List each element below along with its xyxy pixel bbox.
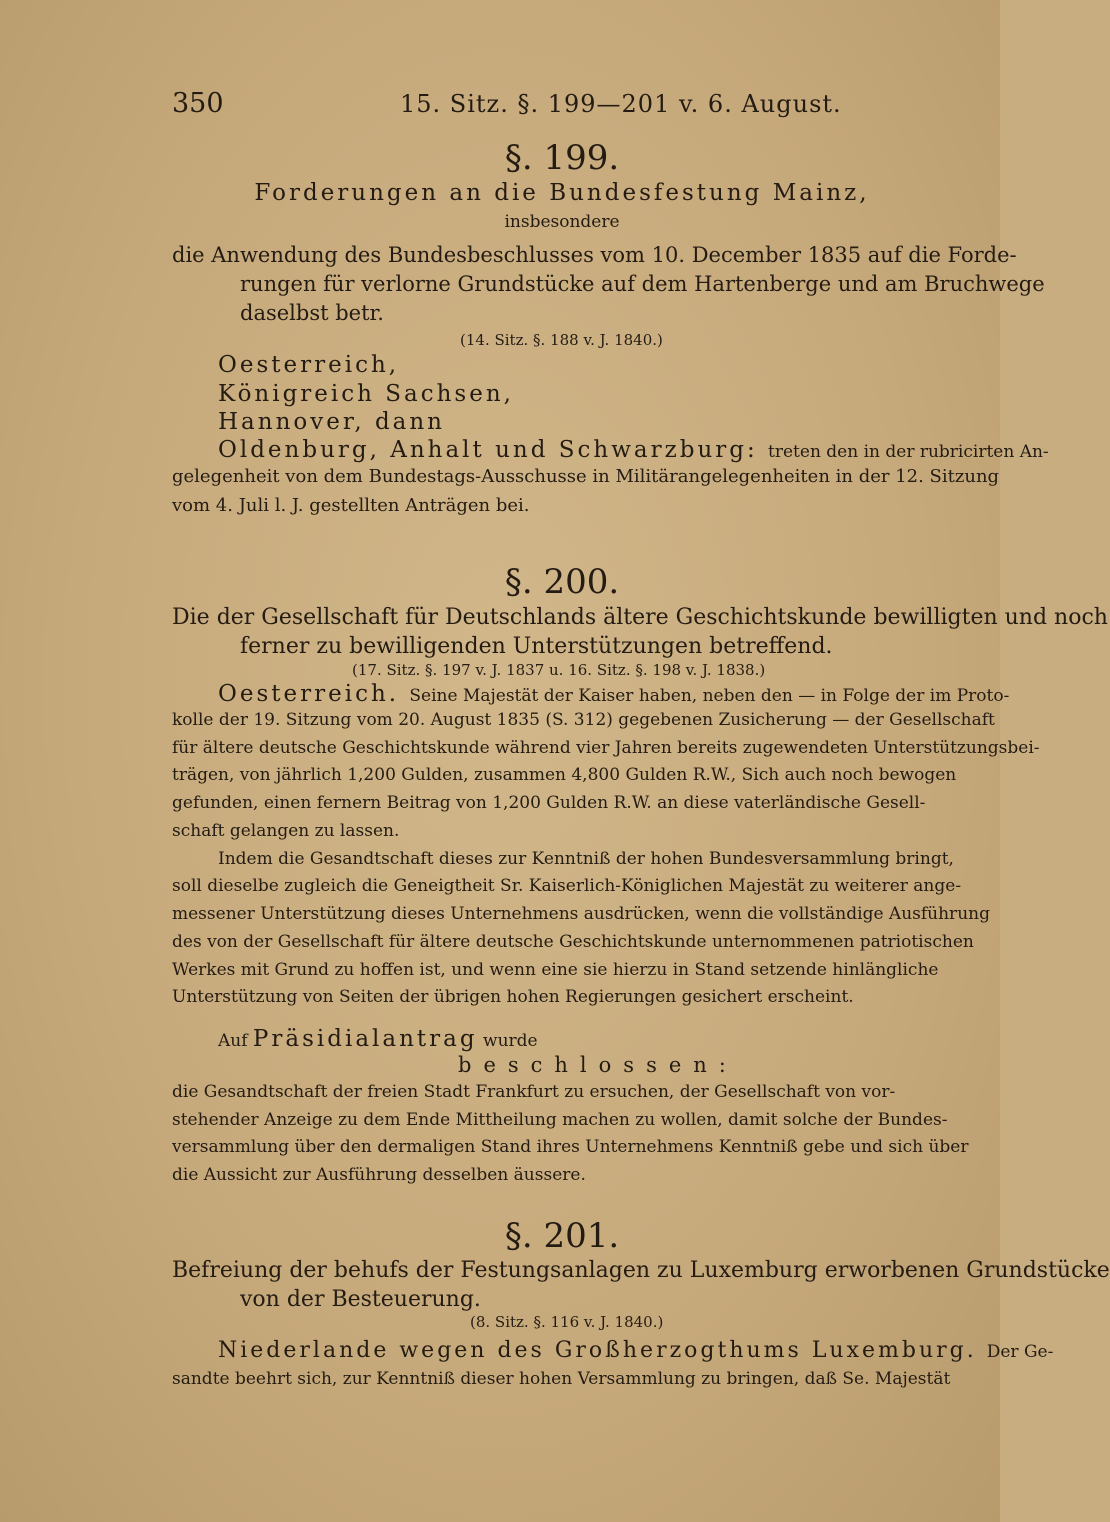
section-201-title-1: Befreiung der behufs der Festungsanlagen zu Luxemburg erworbenen Grundstücke <box>172 1258 1110 1283</box>
section-199-title-5: daselbst betr. <box>240 301 384 325</box>
section-200-resolution-4: die Aussicht zur Ausführung desselben äussere. <box>172 1165 586 1185</box>
section-199-body-1: Oldenburg, Anhalt und Schwarzburg: treten den in der rubricirten An- <box>218 437 1049 463</box>
section-200-body-9: messener Unterstützung dieses Unternehmens ausdrücken, wenn die vollständige Ausführung <box>172 904 990 924</box>
section-199-title-4: rungen für verlorne Grundstücke auf dem Hartenberge und am Bruchwege <box>240 272 1045 296</box>
section-199-title-1: Forderungen an die Bundesfestung Mainz, <box>254 180 870 206</box>
section-200-body-3: für ältere deutsche Geschichtskunde während vier Jahren bereits zugewendeten Unterstützungsbei- <box>172 738 1040 758</box>
page-number: 350 <box>172 88 224 119</box>
section-200-body-8: soll dieselbe zugleich die Geneigtheit Sr. Kaiserlich-Königlichen Majestät zu weiterer ange- <box>172 876 962 896</box>
section-200-body-4: trägen, von jährlich 1,200 Gulden, zusammen 4,800 Gulden R.W., Sich auch noch bewogen <box>172 765 957 785</box>
section-201-body-1: Niederlande wegen des Großherzogthums Luxemburg. Der Ge- <box>218 1338 1054 1363</box>
section-199-state-3: Hannover, dann <box>218 409 445 435</box>
section-200-body-6: schaft gelangen zu lassen. <box>172 821 400 841</box>
section-200-body-11: Werkes mit Grund zu hoffen ist, und wenn eine sie hierzu in Stand setzende hinlängliche <box>172 960 939 980</box>
section-200-title-1: Die der Gesellschaft für Deutschlands ältere Geschichtskunde bewilligten und noch <box>172 605 1108 630</box>
section-200-resolved: beschlossen: <box>458 1053 738 1077</box>
section-200-body-5: gefunden, einen fernern Beitrag von 1,200 Gulden R.W. an diese vaterländische Gesell- <box>172 793 926 813</box>
section-200-body-2: kolle der 19. Sitzung vom 20. August 1835 (S. 312) gegebenen Zusicherung — der Gesellschaft <box>172 710 995 730</box>
section-200-reference: (17. Sitz. §. 197 v. J. 1837 u. 16. Sitz. §. 198 v. J. 1838.) <box>352 661 766 679</box>
page-header <box>172 88 952 128</box>
section-199-title-3: die Anwendung des Bundesbeschlusses vom 10. December 1835 auf die Forde- <box>172 243 1017 267</box>
section-201-title-2: von der Besteuerung. <box>240 1287 481 1312</box>
section-200-body-7: Indem die Gesandtschaft dieses zur Kenntniß der hohen Bundesversammlung bringt, <box>218 849 954 869</box>
section-200-body-1: Oesterreich. Seine Majestät der Kaiser haben, neben den — in Folge der im Proto- <box>218 681 1010 707</box>
section-200-resolution-1: die Gesandtschaft der freien Stadt Frankfurt zu ersuchen, der Gesellschaft von vor- <box>172 1082 896 1102</box>
section-201-heading: §. 201. <box>504 1216 620 1256</box>
section-200-resolution-3: versammlung über den dermaligen Stand ihres Unternehmens Kenntniß gebe und sich über <box>172 1137 969 1157</box>
running-head: 15. Sitz. §. 199—201 v. 6. August. <box>400 90 842 118</box>
section-199-state-2: Königreich Sachsen, <box>218 381 514 407</box>
section-200-title-2: ferner zu bewilligenden Unterstützungen betreffend. <box>240 634 833 659</box>
section-201-body-2: sandte beehrt sich, zur Kenntniß dieser hohen Versammlung zu bringen, daß Se. Majestät <box>172 1369 951 1389</box>
section-200-motion: Auf Präsidialantrag wurde <box>218 1026 538 1052</box>
section-199-body-3: vom 4. Juli l. J. gestellten Anträgen bei. <box>172 495 530 516</box>
section-199-body-2: gelegenheit von dem Bundestags-Ausschusse in Militärangelegenheiten in der 12. Sitzung <box>172 466 1000 487</box>
section-199-state-1: Oesterreich, <box>218 352 400 378</box>
section-201-reference: (8. Sitz. §. 116 v. J. 1840.) <box>470 1313 664 1331</box>
section-200-body-12: Unterstützung von Seiten der übrigen hohen Regierungen gesichert erscheint. <box>172 987 854 1007</box>
section-200-heading: §. 200. <box>504 562 620 602</box>
section-199-title-2: insbesondere <box>504 212 620 232</box>
section-199-heading: §. 199. <box>504 138 620 178</box>
section-199-reference: (14. Sitz. §. 188 v. J. 1840.) <box>460 331 663 349</box>
section-200-resolution-2: stehender Anzeige zu dem Ende Mittheilung machen zu wollen, damit solche der Bundes- <box>172 1110 948 1130</box>
section-200-body-10: des von der Gesellschaft für ältere deutsche Geschichtskunde unternommenen patriotischen <box>172 932 974 952</box>
